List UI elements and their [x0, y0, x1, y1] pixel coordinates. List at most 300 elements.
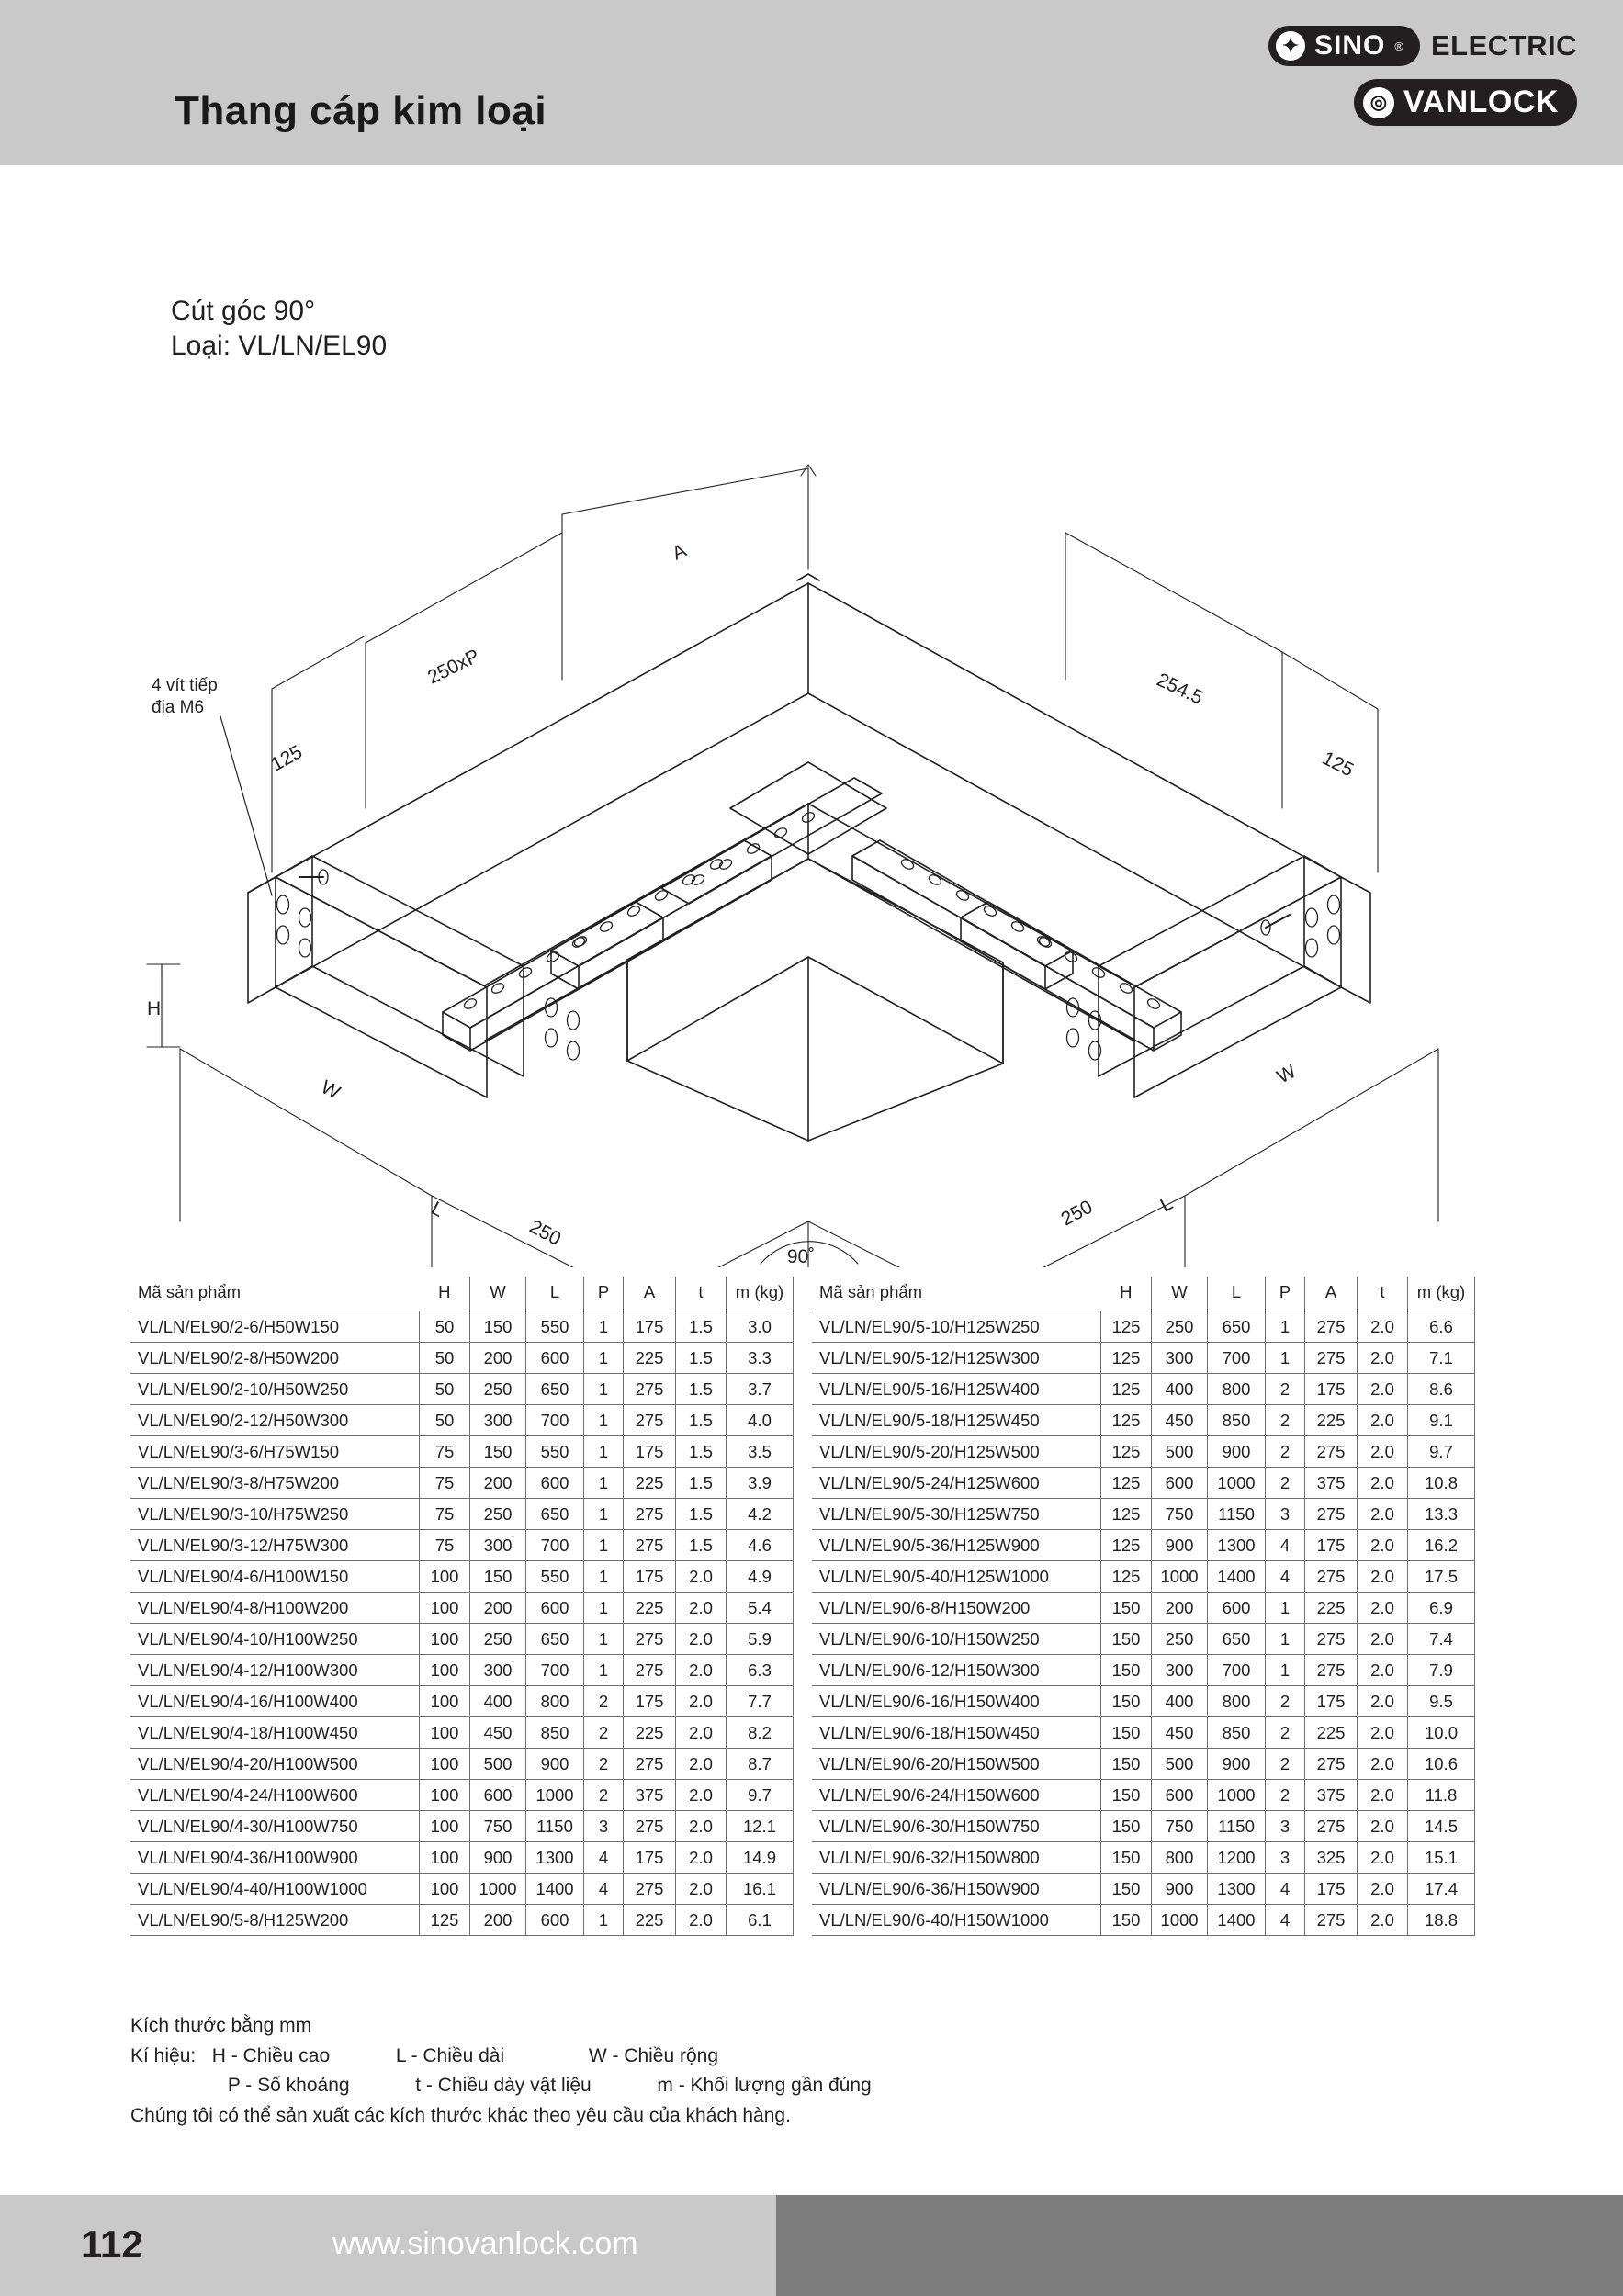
- cell-value: 200: [1152, 1593, 1208, 1624]
- spec-table-right: [812, 1277, 1475, 1936]
- cell-value: 3: [584, 1811, 624, 1842]
- cell-value: 275: [624, 1405, 676, 1436]
- cell-value: 2.0: [1358, 1436, 1408, 1468]
- cell-value: 1: [1266, 1311, 1305, 1343]
- cell-value: 375: [1305, 1780, 1358, 1811]
- cell-value: 550: [526, 1311, 584, 1343]
- table-row: [812, 1405, 1475, 1436]
- footnotes: [130, 2011, 1508, 2131]
- cell-value: 450: [1152, 1405, 1208, 1436]
- cell-value: 175: [1305, 1874, 1358, 1905]
- cell-value: 2.0: [1358, 1530, 1408, 1561]
- dim-label-125-left: 125: [267, 741, 307, 776]
- cell-value: 1150: [1208, 1499, 1266, 1530]
- cell-value: 1: [584, 1405, 624, 1436]
- cell-value: 125: [1101, 1311, 1152, 1343]
- table-body-left: [130, 1311, 794, 1936]
- product-drawing: [0, 165, 1623, 1267]
- cell-value: 100: [420, 1749, 470, 1780]
- table-row: [130, 1905, 794, 1936]
- cell-value: 50: [420, 1374, 470, 1405]
- table-row: [812, 1842, 1475, 1874]
- cell-value: 1400: [1208, 1561, 1266, 1593]
- cell-value: 1.5: [676, 1374, 727, 1405]
- cell-value: 10.6: [1408, 1749, 1475, 1780]
- page-header: [0, 0, 1623, 165]
- cell-value: 2.0: [1358, 1468, 1408, 1499]
- cell-product-code: VL/LN/EL90/5-40/H125W1000: [812, 1561, 1101, 1593]
- cell-product-code: VL/LN/EL90/4-24/H100W600: [130, 1780, 420, 1811]
- cell-value: 100: [420, 1655, 470, 1686]
- cell-value: 500: [1152, 1749, 1208, 1780]
- table-row: [130, 1780, 794, 1811]
- cell-value: 2.0: [1358, 1561, 1408, 1593]
- col-header-l: L: [526, 1277, 584, 1311]
- cell-value: 600: [1152, 1780, 1208, 1811]
- cell-value: 600: [526, 1468, 584, 1499]
- cell-product-code: VL/LN/EL90/6-36/H150W900: [812, 1874, 1101, 1905]
- cell-value: 275: [624, 1499, 676, 1530]
- cell-value: 100: [420, 1624, 470, 1655]
- cell-value: 2.0: [676, 1749, 727, 1780]
- cell-value: 150: [1101, 1593, 1152, 1624]
- cell-value: 225: [624, 1593, 676, 1624]
- cell-value: 100: [420, 1561, 470, 1593]
- cell-value: 650: [526, 1374, 584, 1405]
- cell-value: 1.5: [676, 1343, 727, 1374]
- cell-value: 4: [1266, 1530, 1305, 1561]
- cell-value: 4: [1266, 1874, 1305, 1905]
- cell-value: 2.0: [676, 1874, 727, 1905]
- cell-value: 275: [624, 1374, 676, 1405]
- col-header-p: P: [1266, 1277, 1305, 1311]
- table-row: [812, 1749, 1475, 1780]
- cell-value: 100: [420, 1780, 470, 1811]
- cell-value: 1200: [1208, 1842, 1266, 1874]
- col-header-t: t: [676, 1277, 727, 1311]
- table-row: [130, 1468, 794, 1499]
- cell-value: 2.0: [1358, 1405, 1408, 1436]
- cell-value: 2.0: [1358, 1374, 1408, 1405]
- table-row: [130, 1593, 794, 1624]
- cell-product-code: VL/LN/EL90/4-40/H100W1000: [130, 1874, 420, 1905]
- cell-product-code: VL/LN/EL90/6-32/H150W800: [812, 1842, 1101, 1874]
- cell-value: 300: [470, 1405, 526, 1436]
- cell-value: 600: [526, 1343, 584, 1374]
- cell-value: 150: [1101, 1717, 1152, 1749]
- cell-value: 1: [1266, 1593, 1305, 1624]
- cell-value: 200: [470, 1468, 526, 1499]
- table-row: [130, 1436, 794, 1468]
- table-row: [130, 1405, 794, 1436]
- cell-value: 150: [470, 1561, 526, 1593]
- cell-value: 3: [1266, 1842, 1305, 1874]
- col-header-code: Mã sản phẩm: [812, 1277, 1101, 1311]
- cell-value: 100: [420, 1717, 470, 1749]
- cell-value: 1: [584, 1530, 624, 1561]
- cell-product-code: VL/LN/EL90/4-10/H100W250: [130, 1624, 420, 1655]
- unit-note: Kích thước bằng mm: [130, 2015, 312, 2036]
- table-row: [812, 1561, 1475, 1593]
- cell-value: 650: [1208, 1311, 1266, 1343]
- cell-value: 2.0: [1358, 1717, 1408, 1749]
- cell-value: 100: [420, 1686, 470, 1717]
- cell-value: 14.5: [1408, 1811, 1475, 1842]
- cell-value: 700: [526, 1405, 584, 1436]
- cell-value: 175: [1305, 1686, 1358, 1717]
- screw-note: [152, 675, 218, 719]
- cell-value: 18.8: [1408, 1905, 1475, 1936]
- cell-product-code: VL/LN/EL90/4-18/H100W450: [130, 1717, 420, 1749]
- footer-url-wrap: [0, 2195, 1623, 2296]
- col-header-code: Mã sản phẩm: [130, 1277, 420, 1311]
- vanlock-wordmark: VANLOCK: [1403, 84, 1559, 119]
- cell-value: 1: [584, 1905, 624, 1936]
- table-row: [130, 1343, 794, 1374]
- cell-value: 275: [1305, 1311, 1358, 1343]
- table-row: [130, 1374, 794, 1405]
- cell-value: 125: [1101, 1499, 1152, 1530]
- cell-product-code: VL/LN/EL90/4-8/H100W200: [130, 1593, 420, 1624]
- cell-value: 225: [1305, 1405, 1358, 1436]
- cell-value: 400: [1152, 1374, 1208, 1405]
- cell-value: 2: [1266, 1405, 1305, 1436]
- cell-value: 225: [624, 1343, 676, 1374]
- dim-label-w-left: W: [317, 1076, 344, 1104]
- legend-t: t - Chiều dày vật liệu: [415, 2075, 592, 2097]
- col-header-m: m (kg): [1408, 1277, 1475, 1311]
- cell-value: 4.9: [727, 1561, 794, 1593]
- cell-value: 2: [584, 1686, 624, 1717]
- cell-value: 2.0: [676, 1686, 727, 1717]
- dim-label-250-left: 250: [525, 1216, 565, 1250]
- cell-value: 4: [1266, 1561, 1305, 1593]
- cell-value: 7.7: [727, 1686, 794, 1717]
- cell-value: 300: [470, 1530, 526, 1561]
- cell-product-code: VL/LN/EL90/5-10/H125W250: [812, 1311, 1101, 1343]
- cell-value: 4.6: [727, 1530, 794, 1561]
- cell-value: 800: [1208, 1686, 1266, 1717]
- cell-value: 225: [1305, 1717, 1358, 1749]
- table-row: [812, 1780, 1475, 1811]
- table-row: [812, 1874, 1475, 1905]
- cell-value: 100: [420, 1842, 470, 1874]
- cell-product-code: VL/LN/EL90/6-16/H150W400: [812, 1686, 1101, 1717]
- cell-value: 75: [420, 1468, 470, 1499]
- table-row: [812, 1374, 1475, 1405]
- cell-value: 125: [1101, 1405, 1152, 1436]
- cell-value: 200: [470, 1593, 526, 1624]
- cell-value: 450: [470, 1717, 526, 1749]
- cell-value: 1: [584, 1374, 624, 1405]
- cell-value: 275: [624, 1624, 676, 1655]
- cell-value: 1.5: [676, 1530, 727, 1561]
- cell-value: 100: [420, 1593, 470, 1624]
- cell-product-code: VL/LN/EL90/4-36/H100W900: [130, 1842, 420, 1874]
- dim-label-250xp: 250xP: [424, 645, 483, 689]
- cell-value: 175: [624, 1686, 676, 1717]
- cell-value: 125: [1101, 1561, 1152, 1593]
- table-row: [812, 1436, 1475, 1468]
- cell-value: 300: [1152, 1343, 1208, 1374]
- cell-product-code: VL/LN/EL90/5-30/H125W750: [812, 1499, 1101, 1530]
- cell-value: 500: [470, 1749, 526, 1780]
- legend-m: m - Khối lượng gần đúng: [657, 2075, 872, 2097]
- cell-value: 1: [584, 1561, 624, 1593]
- cell-value: 750: [1152, 1811, 1208, 1842]
- cell-value: 1.5: [676, 1436, 727, 1468]
- cell-value: 6.9: [1408, 1593, 1475, 1624]
- cell-value: 1.5: [676, 1499, 727, 1530]
- legend-row-2: [130, 2071, 1508, 2101]
- cell-value: 1: [1266, 1655, 1305, 1686]
- cell-value: 150: [470, 1436, 526, 1468]
- cell-value: 3.0: [727, 1311, 794, 1343]
- cell-value: 4: [584, 1842, 624, 1874]
- cell-value: 6.1: [727, 1905, 794, 1936]
- cell-value: 900: [1152, 1874, 1208, 1905]
- cell-value: 175: [624, 1311, 676, 1343]
- dim-label-2545: 254.5: [1153, 669, 1207, 709]
- cell-value: 600: [1208, 1593, 1266, 1624]
- table-row: [812, 1311, 1475, 1343]
- table-row: [130, 1811, 794, 1842]
- cell-value: 8.6: [1408, 1374, 1475, 1405]
- cell-value: 275: [1305, 1905, 1358, 1936]
- cell-value: 800: [1152, 1842, 1208, 1874]
- dim-label-w-right: W: [1273, 1060, 1300, 1088]
- cell-value: 17.5: [1408, 1561, 1475, 1593]
- cell-value: 1: [584, 1436, 624, 1468]
- cell-value: 275: [1305, 1749, 1358, 1780]
- cell-value: 2.0: [676, 1811, 727, 1842]
- cell-value: 2.0: [676, 1717, 727, 1749]
- website-url[interactable]: www.sinovanlock.com: [332, 2226, 638, 2261]
- table-row: [812, 1468, 1475, 1499]
- cell-product-code: VL/LN/EL90/6-10/H150W250: [812, 1624, 1101, 1655]
- cell-value: 1000: [1152, 1561, 1208, 1593]
- cell-value: 550: [526, 1561, 584, 1593]
- cell-product-code: VL/LN/EL90/4-20/H100W500: [130, 1749, 420, 1780]
- drawing-caption-line1: Cút góc 90°: [171, 296, 316, 326]
- cell-value: 150: [1101, 1624, 1152, 1655]
- cell-value: 225: [1305, 1593, 1358, 1624]
- dim-label-l-right: L: [1156, 1192, 1177, 1217]
- cell-value: 9.7: [1408, 1436, 1475, 1468]
- table-row: [130, 1874, 794, 1905]
- cell-value: 1.5: [676, 1311, 727, 1343]
- cell-value: 1: [584, 1499, 624, 1530]
- cell-value: 275: [1305, 1655, 1358, 1686]
- table-row: [130, 1655, 794, 1686]
- cell-value: 50: [420, 1343, 470, 1374]
- cell-value: 14.9: [727, 1842, 794, 1874]
- cell-value: 2: [1266, 1780, 1305, 1811]
- cell-value: 150: [1101, 1686, 1152, 1717]
- cell-value: 16.1: [727, 1874, 794, 1905]
- cell-product-code: VL/LN/EL90/4-16/H100W400: [130, 1686, 420, 1717]
- cell-value: 1000: [1208, 1780, 1266, 1811]
- cell-value: 700: [526, 1530, 584, 1561]
- table-row: [130, 1499, 794, 1530]
- cell-product-code: VL/LN/EL90/3-8/H75W200: [130, 1468, 420, 1499]
- cell-value: 150: [470, 1311, 526, 1343]
- cell-value: 1400: [1208, 1905, 1266, 1936]
- cell-product-code: VL/LN/EL90/5-18/H125W450: [812, 1405, 1101, 1436]
- cell-value: 9.5: [1408, 1686, 1475, 1717]
- registered-trademark-icon: ®: [1394, 39, 1403, 53]
- dim-label-250-right: 250: [1057, 1196, 1097, 1231]
- cell-value: 1000: [470, 1874, 526, 1905]
- table-body-right: [812, 1311, 1475, 1936]
- custom-size-note: Chúng tôi có thể sản xuất các kích thước khác theo yêu cầu của khách hàng.: [130, 2104, 791, 2126]
- cell-value: 2: [1266, 1436, 1305, 1468]
- cell-value: 600: [470, 1780, 526, 1811]
- cell-value: 2: [1266, 1686, 1305, 1717]
- cell-value: 450: [1152, 1717, 1208, 1749]
- electric-wordmark: ELECTRIC: [1431, 29, 1577, 62]
- cell-value: 75: [420, 1530, 470, 1561]
- bolt-hole: [277, 926, 289, 944]
- table-row: [812, 1530, 1475, 1561]
- cell-value: 275: [1305, 1436, 1358, 1468]
- cell-value: 1.5: [676, 1405, 727, 1436]
- cell-value: 5.4: [727, 1593, 794, 1624]
- cell-value: 4.0: [727, 1405, 794, 1436]
- cell-value: 8.7: [727, 1749, 794, 1780]
- cell-value: 10.0: [1408, 1717, 1475, 1749]
- cell-value: 1: [584, 1624, 624, 1655]
- cell-value: 75: [420, 1436, 470, 1468]
- cell-value: 2: [584, 1717, 624, 1749]
- cell-value: 3.7: [727, 1374, 794, 1405]
- cell-value: 2: [1266, 1374, 1305, 1405]
- cell-value: 275: [624, 1749, 676, 1780]
- cell-value: 2.0: [1358, 1593, 1408, 1624]
- dim-label-125-right: 125: [1318, 747, 1358, 782]
- cell-value: 2.0: [1358, 1311, 1408, 1343]
- cell-value: 2: [584, 1749, 624, 1780]
- cell-value: 5.9: [727, 1624, 794, 1655]
- page-title: Thang cáp kim loại: [175, 88, 547, 133]
- cell-value: 200: [470, 1905, 526, 1936]
- cell-value: 7.9: [1408, 1655, 1475, 1686]
- table-header-row: [812, 1277, 1475, 1311]
- cell-value: 2.0: [676, 1780, 727, 1811]
- table-row: [130, 1311, 794, 1343]
- cell-product-code: VL/LN/EL90/2-12/H50W300: [130, 1405, 420, 1436]
- cell-value: 150: [1101, 1874, 1152, 1905]
- cell-product-code: VL/LN/EL90/5-24/H125W600: [812, 1468, 1101, 1499]
- cell-value: 500: [1152, 1436, 1208, 1468]
- cell-value: 175: [624, 1436, 676, 1468]
- col-header-m: m (kg): [727, 1277, 794, 1311]
- col-header-t: t: [1358, 1277, 1408, 1311]
- cell-value: 1: [1266, 1624, 1305, 1655]
- cell-product-code: VL/LN/EL90/6-20/H150W500: [812, 1749, 1101, 1780]
- table-row: [130, 1530, 794, 1561]
- table-row: [812, 1499, 1475, 1530]
- cell-product-code: VL/LN/EL90/3-10/H75W250: [130, 1499, 420, 1530]
- legend-p: P - Số khoảng: [227, 2075, 350, 2097]
- legend-label: Kí hiệu:: [130, 2044, 197, 2066]
- table-row: [130, 1561, 794, 1593]
- cell-value: 125: [1101, 1468, 1152, 1499]
- cell-value: 2: [584, 1780, 624, 1811]
- cell-value: 150: [1101, 1905, 1152, 1936]
- cell-value: 175: [1305, 1374, 1358, 1405]
- cell-value: 12.1: [727, 1811, 794, 1842]
- cell-value: 2.0: [676, 1561, 727, 1593]
- cell-value: 1: [584, 1343, 624, 1374]
- cell-value: 1000: [526, 1780, 584, 1811]
- cell-value: 50: [420, 1311, 470, 1343]
- cell-value: 275: [624, 1811, 676, 1842]
- cell-value: 2.0: [676, 1655, 727, 1686]
- cell-value: 1300: [1208, 1530, 1266, 1561]
- cell-value: 1300: [1208, 1874, 1266, 1905]
- cell-value: 8.2: [727, 1717, 794, 1749]
- col-header-w: W: [470, 1277, 526, 1311]
- cell-value: 400: [470, 1686, 526, 1717]
- cell-product-code: VL/LN/EL90/6-24/H150W600: [812, 1780, 1101, 1811]
- cell-value: 3.5: [727, 1436, 794, 1468]
- cell-value: 2.0: [1358, 1749, 1408, 1780]
- cell-product-code: VL/LN/EL90/5-36/H125W900: [812, 1530, 1101, 1561]
- cell-value: 275: [1305, 1811, 1358, 1842]
- cell-product-code: VL/LN/EL90/4-6/H100W150: [130, 1561, 420, 1593]
- cell-value: 175: [624, 1561, 676, 1593]
- cell-value: 2.0: [1358, 1874, 1408, 1905]
- cell-product-code: VL/LN/EL90/4-12/H100W300: [130, 1655, 420, 1686]
- cell-value: 225: [624, 1717, 676, 1749]
- drawing-caption-line2: Loại: VL/LN/EL90: [171, 330, 388, 361]
- cell-value: 275: [624, 1655, 676, 1686]
- cell-value: 275: [1305, 1561, 1358, 1593]
- cell-product-code: VL/LN/EL90/3-6/H75W150: [130, 1436, 420, 1468]
- cell-value: 1.5: [676, 1468, 727, 1499]
- cell-product-code: VL/LN/EL90/5-8/H125W200: [130, 1905, 420, 1936]
- cell-value: 850: [1208, 1717, 1266, 1749]
- cell-value: 15.1: [1408, 1842, 1475, 1874]
- table-row: [812, 1655, 1475, 1686]
- cell-value: 900: [1208, 1749, 1266, 1780]
- cell-value: 900: [526, 1749, 584, 1780]
- spec-table-left: [130, 1277, 794, 1936]
- cell-value: 150: [1101, 1655, 1152, 1686]
- cell-value: 1000: [1152, 1905, 1208, 1936]
- cell-value: 250: [470, 1374, 526, 1405]
- cell-value: 2.0: [1358, 1905, 1408, 1936]
- cell-value: 250: [470, 1499, 526, 1530]
- spec-tables: [130, 1277, 1508, 1936]
- table-row: [812, 1717, 1475, 1749]
- cell-value: 150: [1101, 1842, 1152, 1874]
- col-header-h: H: [1101, 1277, 1152, 1311]
- page-number: 112: [81, 2223, 143, 2266]
- sino-swirl-icon: ✦: [1276, 31, 1305, 61]
- cell-value: 150: [1101, 1749, 1152, 1780]
- cell-value: 250: [1152, 1311, 1208, 1343]
- cell-value: 7.1: [1408, 1343, 1475, 1374]
- cell-value: 125: [1101, 1436, 1152, 1468]
- cell-value: 750: [1152, 1499, 1208, 1530]
- cell-value: 2.0: [1358, 1780, 1408, 1811]
- table-row: [812, 1343, 1475, 1374]
- cell-value: 275: [624, 1530, 676, 1561]
- cell-value: 125: [1101, 1343, 1152, 1374]
- cell-value: 9.1: [1408, 1405, 1475, 1436]
